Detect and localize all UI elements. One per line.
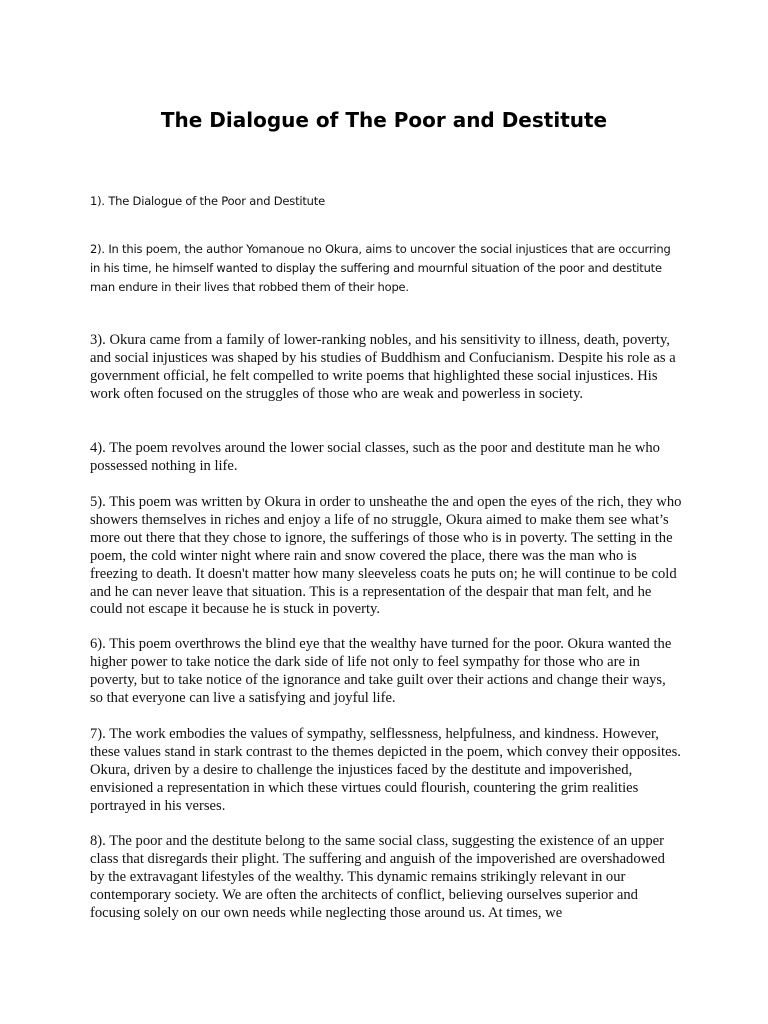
paragraph-1 [90,192,682,211]
paragraph-5 [90,494,682,619]
paragraph-text: 8). The poor and the destitute belong to the same social class, suggesting the existence of an upper class that disregards their plight. The suffering and anguish of the impoverished are overshadowed by the extravagant lifestyles of the wealthy. This dynamic remains strikingly relevant in our contemporary society. We are often the architects of conflict, believing ourselves superior and focusing solely on our own needs while neglecting those around us. At times, we [90,833,665,921]
paragraph-6 [90,636,682,708]
paragraph-2 [90,240,682,297]
paragraph-8 [90,833,682,923]
document-title: The Dialogue of The Poor and Destitute [160,108,608,132]
paragraph-3 [90,332,682,404]
paragraph-7 [90,726,682,816]
paragraph-text: 1). The Dialogue of the Poor and Destitute [90,194,325,208]
paragraph-text: 2). In this poem, the author Yomanoue no Okura, aims to uncover the social injustices that are occurring in his time, he himself wanted to display the suffering and mournful situation of the poor and destitute man endure in their lives that robbed them of their hope. [90,242,671,294]
paragraph-text: 7). The work embodies the values of sympathy, selflessness, helpfulness, and kindness. However, these values stand in stark contrast to the themes depicted in the poem, which convey their opposites. Okura, driven by a desire to challenge the injustices faced by the destitute and impoverished, envisioned a representation in which these virtues could flourish, countering the grim realities portrayed in his verses. [90,726,681,814]
paragraph-text: 3). Okura came from a family of lower-ranking nobles, and his sensitivity to illness, death, poverty, and social injustices was shaped by his studies of Buddhism and Confucianism. Despite his role as a government official, he felt compelled to write poems that highlighted these social injustices. His work often focused on the struggles of those who are weak and powerless in society. [90,332,676,402]
paragraph-text: 6). This poem overthrows the blind eye that the wealthy have turned for the poor. Okura wanted the higher power to take notice the dark side of life not only to feel sympathy for those who are in poverty, but to take notice of the ignorance and take guilt over their actions and change their ways, so that everyone can live a satisfying and joyful life. [90,636,672,706]
paragraph-4 [90,440,682,476]
paragraph-text: 5). This poem was written by Okura in order to unsheathe the and open the eyes of the rich, they who showers themselves in riches and enjoy a life of no struggle, Okura aimed to make them see what’s more out there that they chose to ignore, the sufferings of those who is in poverty. The setting in the poem, the cold winter night where rain and snow covered the place, there was the man who is freezing to death. It doesn't matter how many sleeveless coats he puts on; he will continue to be cold and he can never leave that situation. This is a representation of the despair that man felt, and he could not escape it because he is stuck in poverty. [90,494,682,618]
paragraph-text: 4). The poem revolves around the lower social classes, such as the poor and destitute man he who possessed nothing in life. [90,440,660,474]
